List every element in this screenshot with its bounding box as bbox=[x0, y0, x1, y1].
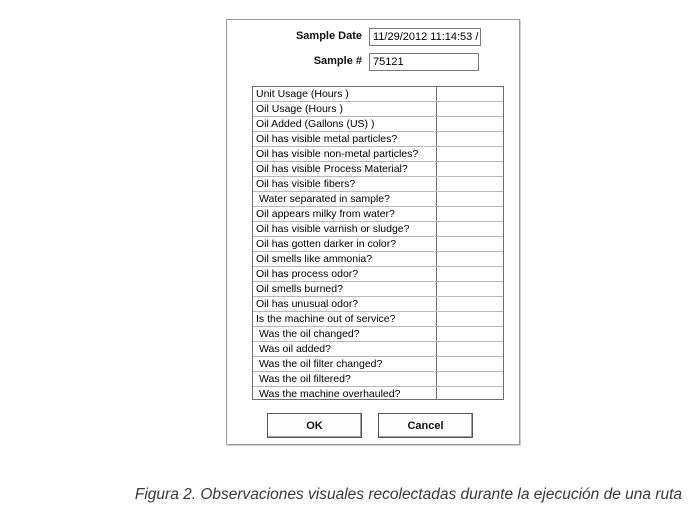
observation-question: Oil has visible fibers? bbox=[253, 177, 437, 191]
observation-row bbox=[253, 147, 503, 162]
observation-question: Was the oil changed? bbox=[253, 327, 437, 341]
observation-question: Oil has visible Process Material? bbox=[253, 162, 437, 176]
observation-value-cell[interactable] bbox=[437, 372, 503, 386]
observation-value-cell[interactable] bbox=[437, 327, 503, 341]
observation-question: Was the oil filter changed? bbox=[253, 357, 437, 371]
observation-row bbox=[253, 327, 503, 342]
figure-caption: Figura 2. Observaciones visuales recolectadas durante la ejecución de una ruta bbox=[134, 486, 682, 503]
observation-question: Water separated in sample? bbox=[253, 192, 437, 206]
observation-question: Oil appears milky from water? bbox=[253, 207, 437, 221]
observation-row bbox=[253, 132, 503, 147]
observation-value-cell[interactable] bbox=[437, 102, 503, 116]
observation-row bbox=[253, 117, 503, 132]
observation-value-cell[interactable] bbox=[437, 192, 503, 206]
observation-question: Oil has visible metal particles? bbox=[253, 132, 437, 146]
observation-question: Oil has process odor? bbox=[253, 267, 437, 281]
observation-value-cell[interactable] bbox=[437, 252, 503, 266]
sample-number-label: Sample # bbox=[313, 55, 362, 67]
sample-observation-dialog bbox=[226, 19, 520, 445]
observation-value-cell[interactable] bbox=[437, 117, 503, 131]
observation-value-cell[interactable] bbox=[437, 312, 503, 326]
observation-question: Oil Added (Gallons (US) ) bbox=[253, 117, 437, 131]
observation-value-cell[interactable] bbox=[437, 177, 503, 191]
observation-row bbox=[253, 222, 503, 237]
cancel-button[interactable]: Cancel bbox=[378, 413, 473, 438]
observation-row bbox=[253, 372, 503, 387]
observation-row bbox=[253, 357, 503, 372]
observation-value-cell[interactable] bbox=[437, 162, 503, 176]
observation-value-cell[interactable] bbox=[437, 237, 503, 251]
observation-question: Oil has gotten darker in color? bbox=[253, 237, 437, 251]
observation-row bbox=[253, 267, 503, 282]
observation-row bbox=[253, 282, 503, 297]
observation-question: Oil smells burned? bbox=[253, 282, 437, 296]
observation-value-cell[interactable] bbox=[437, 147, 503, 161]
observation-question: Unit Usage (Hours ) bbox=[253, 87, 437, 101]
observation-value-cell[interactable] bbox=[437, 132, 503, 146]
observation-value-cell[interactable] bbox=[437, 222, 503, 236]
observation-question: Oil Usage (Hours ) bbox=[253, 102, 437, 116]
sample-number-field[interactable]: 75121 bbox=[369, 53, 479, 71]
observation-row bbox=[253, 162, 503, 177]
observation-row bbox=[253, 312, 503, 327]
sample-date-field[interactable]: 11/29/2012 11:14:53 / bbox=[369, 28, 481, 46]
observation-value-cell[interactable] bbox=[437, 282, 503, 296]
observation-row bbox=[253, 237, 503, 252]
observation-row bbox=[253, 342, 503, 357]
observation-row bbox=[253, 387, 503, 400]
observation-row bbox=[253, 87, 503, 102]
observation-question: Oil smells like ammonia? bbox=[253, 252, 437, 266]
observation-row bbox=[253, 207, 503, 222]
observation-question: Was the machine overhauled? bbox=[253, 387, 437, 400]
observation-value-cell[interactable] bbox=[437, 342, 503, 356]
observation-value-cell[interactable] bbox=[437, 387, 503, 400]
observation-row bbox=[253, 252, 503, 267]
observation-question: Oil has visible non-metal particles? bbox=[253, 147, 437, 161]
observation-value-cell[interactable] bbox=[437, 87, 503, 101]
observation-question: Is the machine out of service? bbox=[253, 312, 437, 326]
sample-date-label: Sample Date bbox=[295, 30, 362, 42]
observation-value-cell[interactable] bbox=[437, 297, 503, 311]
observation-question: Was the oil filtered? bbox=[253, 372, 437, 386]
observations-grid bbox=[252, 86, 504, 400]
observation-value-cell[interactable] bbox=[437, 207, 503, 221]
observation-value-cell[interactable] bbox=[437, 357, 503, 371]
observation-row bbox=[253, 177, 503, 192]
observation-value-cell[interactable] bbox=[437, 267, 503, 281]
observation-question: Was oil added? bbox=[253, 342, 437, 356]
observation-row bbox=[253, 297, 503, 312]
observation-row bbox=[253, 102, 503, 117]
observation-question: Oil has unusual odor? bbox=[253, 297, 437, 311]
observation-question: Oil has visible varnish or sludge? bbox=[253, 222, 437, 236]
ok-button[interactable]: OK bbox=[267, 413, 362, 438]
observation-row bbox=[253, 192, 503, 207]
